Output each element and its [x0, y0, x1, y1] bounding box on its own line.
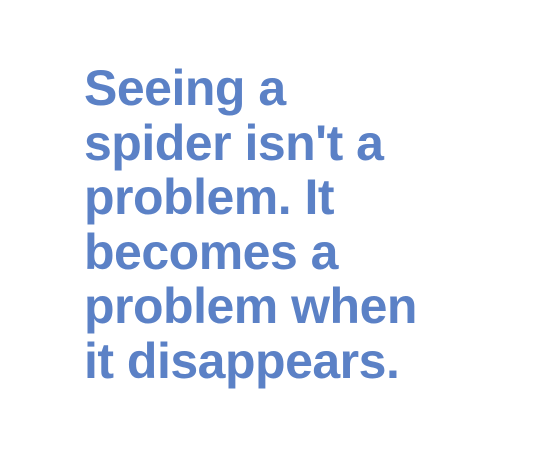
quote-line-2: spider isn't a: [84, 114, 384, 171]
quote-line-6: it disappears.: [84, 332, 400, 389]
quote-line-4: becomes a: [84, 223, 338, 280]
quote-line-5: problem when: [84, 278, 417, 334]
quote-text: [84, 61, 417, 388]
quote-line-3: problem. It: [84, 169, 335, 225]
quote-line-1: Seeing a: [84, 60, 286, 116]
